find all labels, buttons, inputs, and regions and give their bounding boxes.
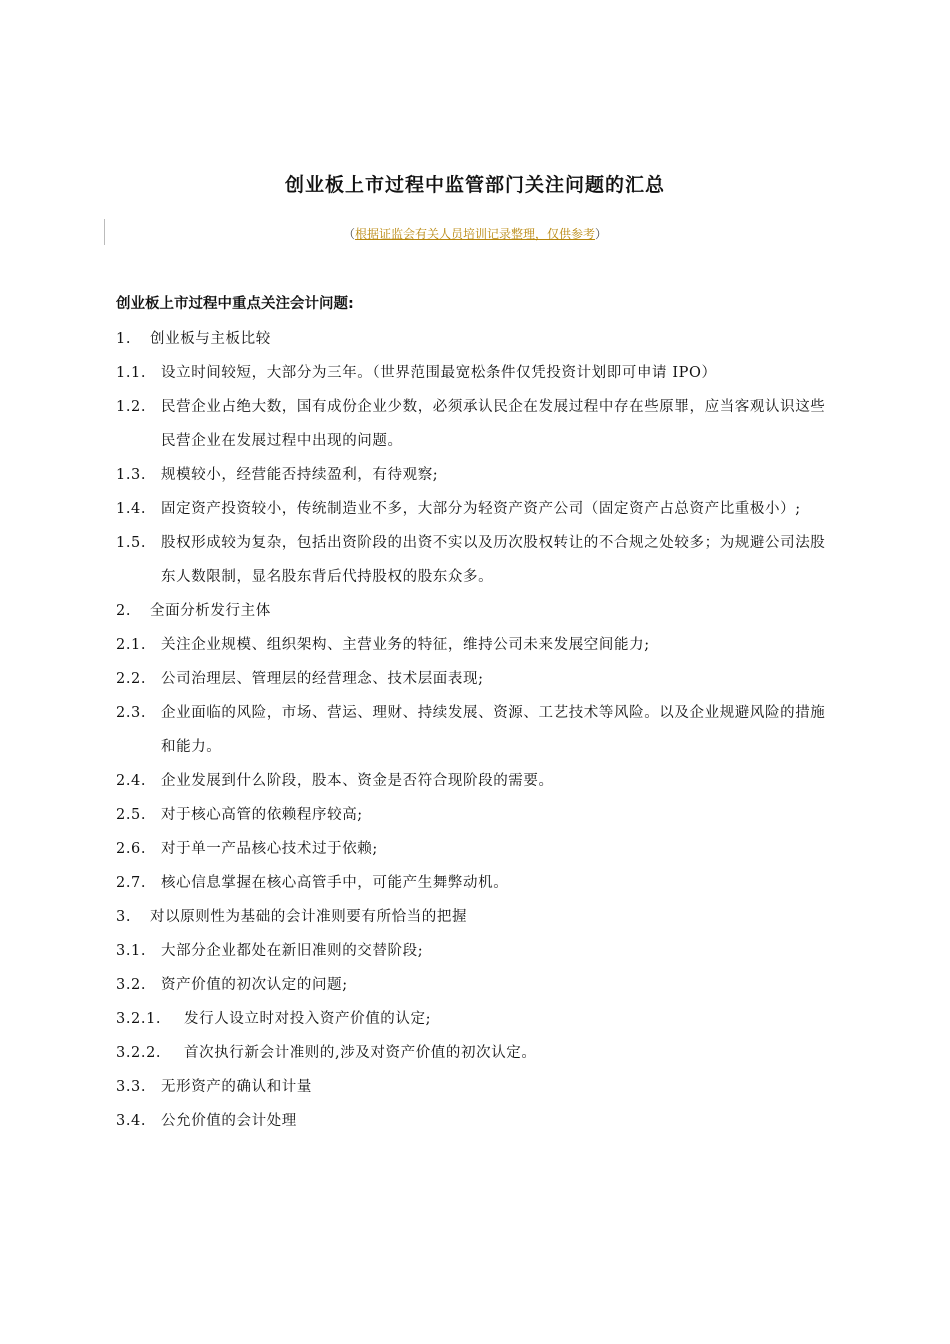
numbered-list — [116, 322, 836, 1138]
list-item-number: 1.5. — [116, 535, 147, 551]
list-item — [116, 322, 836, 356]
list-item-number: 1.1. — [116, 365, 147, 381]
list-item — [116, 934, 836, 968]
list-item-number: 1.4. — [116, 501, 147, 517]
list-item — [116, 798, 836, 832]
list-item-text: 企业发展到什么阶段，股本、资金是否符合现阶段的需要。 — [161, 773, 554, 789]
list-item-text: 发行人设立时对投入资产价值的认定; — [184, 1011, 432, 1027]
list-item-text: 股权形成较为复杂，包括出资阶段的出资不实以及历次股权转让的不合规之处较多；为规避公司法股东人数限制，显名股东背后代持股权的股东众多。 — [161, 535, 826, 585]
list-item-number: 3.2.2. — [116, 1045, 162, 1061]
list-item-number: 2.1. — [116, 637, 147, 653]
list-item-number: 3.3. — [116, 1079, 147, 1095]
list-item-text: 关注企业规模、组织架构、主营业务的特征，维持公司未来发展空间能力; — [161, 637, 650, 653]
list-item-number: 2.5. — [116, 807, 147, 823]
list-item-number: 3.4. — [116, 1113, 147, 1129]
list-item — [116, 390, 836, 458]
list-item-text: 大部分企业都处在新旧准则的交替阶段; — [161, 943, 424, 959]
list-item-text: 对于单一产品核心技术过于依赖; — [161, 841, 378, 857]
list-item-text: 企业面临的风险，市场、营运、理财、持续发展、资源、工艺技术等风险。以及企业规避风险的措施和能力。 — [161, 705, 826, 755]
list-item-text: 全面分析发行主体 — [150, 603, 271, 619]
subtitle-open-paren: （ — [342, 227, 355, 241]
list-item-number: 1.2. — [116, 399, 147, 415]
section-heading: 创业板上市过程中重点关注会计问题: — [116, 296, 354, 312]
list-item-text: 对于核心高管的依赖程序较高; — [161, 807, 363, 823]
list-item-number: 2.6. — [116, 841, 147, 857]
list-item-number: 2.4. — [116, 773, 147, 789]
list-item-text: 固定资产投资较小，传统制造业不多，大部分为轻资产资产公司（固定资产占总资产比重极小）; — [161, 501, 801, 517]
list-item-text: 创业板与主板比较 — [150, 331, 271, 347]
list-item-text: 民营企业占绝大数，国有成份企业少数，必须承认民企在发展过程中存在些原罪，应当客观认识这些民营企业在发展过程中出现的问题。 — [161, 399, 826, 449]
list-item — [116, 764, 836, 798]
list-item-number: 2.7. — [116, 875, 147, 891]
list-item — [116, 1104, 836, 1138]
list-item — [116, 1036, 836, 1070]
list-item — [116, 492, 836, 526]
list-item-text: 公允价值的会计处理 — [161, 1113, 297, 1129]
list-item-number: 3.1. — [116, 943, 147, 959]
list-item-number: 2. — [116, 603, 132, 619]
list-item-text: 公司治理层、管理层的经营理念、技术层面表现; — [161, 671, 484, 687]
list-item — [116, 356, 836, 390]
list-item — [116, 662, 836, 696]
list-item — [116, 1002, 836, 1036]
list-item-text: 资产价值的初次认定的问题; — [161, 977, 348, 993]
list-item-text: 规模较小，经营能否持续盈利，有待观察; — [161, 467, 439, 483]
list-item — [116, 594, 836, 628]
list-item — [116, 526, 836, 594]
list-item-number: 2.2. — [116, 671, 147, 687]
list-item-number: 3.2. — [116, 977, 147, 993]
list-item-number: 3.2.1. — [116, 1011, 162, 1027]
document-title: 创业板上市过程中监管部门关注问题的汇总 — [284, 174, 665, 196]
list-item — [116, 900, 836, 934]
subtitle-close-paren: ） — [595, 227, 608, 241]
list-item — [116, 696, 836, 764]
list-item-text: 设立时间较短，大部分为三年。（世界范围最宽松条件仅凭投资计划即可申请 IPO） — [161, 365, 717, 381]
list-item — [116, 832, 836, 866]
list-item-number: 1.3. — [116, 467, 147, 483]
list-item-number: 3. — [116, 909, 132, 925]
list-item-text: 无形资产的确认和计量 — [161, 1079, 312, 1095]
list-item-number: 2.3. — [116, 705, 147, 721]
list-item-text: 核心信息掌握在核心高管手中，可能产生舞弊动机。 — [161, 875, 509, 891]
document-subtitle — [0, 225, 950, 242]
list-item — [116, 968, 836, 1002]
list-item — [116, 628, 836, 662]
list-item — [116, 458, 836, 492]
list-item — [116, 1070, 836, 1104]
subtitle-link[interactable]: 根据证监会有关人员培训记录整理，仅供参考 — [354, 227, 595, 241]
list-item — [116, 866, 836, 900]
list-item-text: 首次执行新会计准则的,涉及对资产价值的初次认定。 — [184, 1045, 537, 1061]
list-item-text: 对以原则性为基础的会计准则要有所恰当的把握 — [150, 909, 468, 925]
list-item-number: 1. — [116, 331, 132, 347]
